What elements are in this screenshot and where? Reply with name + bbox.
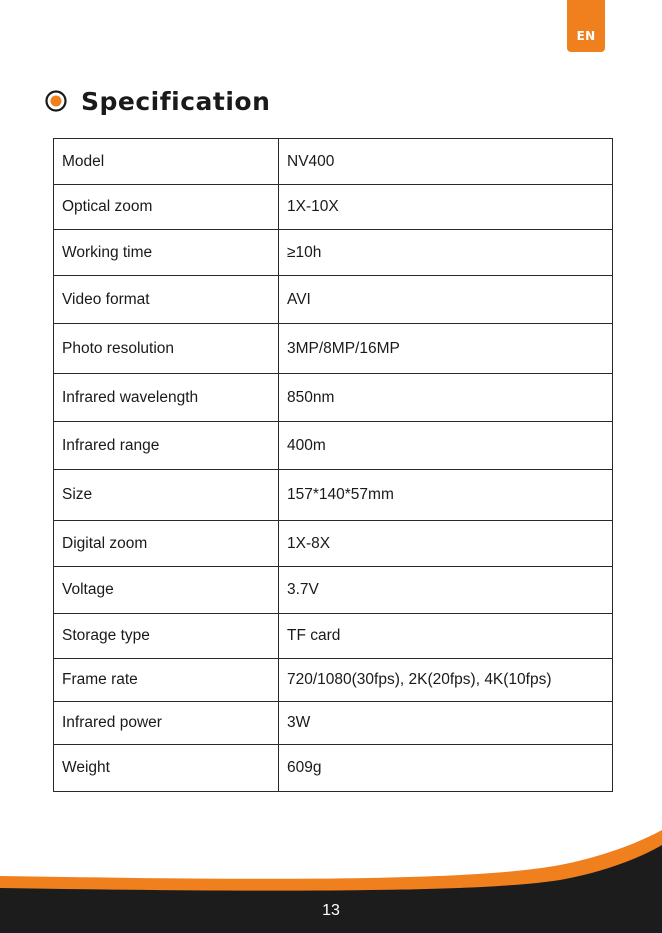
spec-value: 1X-8X: [279, 521, 613, 567]
spec-label: Working time: [54, 230, 279, 276]
spec-label: Model: [54, 139, 279, 185]
spec-value: 720/1080(30fps), 2K(20fps), 4K(10fps): [279, 659, 613, 702]
spec-label: Storage type: [54, 614, 279, 659]
spec-value: 157*140*57mm: [279, 470, 613, 521]
spec-value: NV400: [279, 139, 613, 185]
spec-label: Voltage: [54, 567, 279, 614]
spec-row: [54, 276, 613, 324]
spec-row: [54, 521, 613, 567]
spec-row: [54, 567, 613, 614]
spec-label: Infrared wavelength: [54, 374, 279, 422]
language-tab: [567, 0, 605, 52]
spec-label: Optical zoom: [54, 185, 279, 230]
spec-row: [54, 614, 613, 659]
spec-row: [54, 139, 613, 185]
spec-value: AVI: [279, 276, 613, 324]
spec-value: 3.7V: [279, 567, 613, 614]
spec-value: 3MP/8MP/16MP: [279, 324, 613, 374]
spec-row: [54, 470, 613, 521]
spec-row: [54, 659, 613, 702]
spec-value: TF card: [279, 614, 613, 659]
spec-label: Weight: [54, 745, 279, 792]
spec-label: Digital zoom: [54, 521, 279, 567]
language-tab-label: EN: [576, 29, 596, 43]
spec-label: Frame rate: [54, 659, 279, 702]
spec-value: 1X-10X: [279, 185, 613, 230]
spec-value: 850nm: [279, 374, 613, 422]
spec-row: [54, 374, 613, 422]
spec-value: 400m: [279, 422, 613, 470]
page-number: 13: [322, 902, 340, 919]
spec-row: [54, 702, 613, 745]
target-bullet-icon: [45, 90, 67, 112]
spec-row: [54, 324, 613, 374]
spec-value: ≥10h: [279, 230, 613, 276]
spec-value: 3W: [279, 702, 613, 745]
spec-row: [54, 745, 613, 792]
spec-label: Photo resolution: [54, 324, 279, 374]
spec-label: Infrared range: [54, 422, 279, 470]
section-heading: [45, 84, 270, 118]
section-title: Specification: [81, 86, 271, 116]
spec-value: 609g: [279, 745, 613, 792]
spec-row: [54, 422, 613, 470]
spec-label: Video format: [54, 276, 279, 324]
spec-row: [54, 185, 613, 230]
spec-label: Infrared power: [54, 702, 279, 745]
spec-row: [54, 230, 613, 276]
specification-table: [53, 138, 613, 792]
spec-label: Size: [54, 470, 279, 521]
